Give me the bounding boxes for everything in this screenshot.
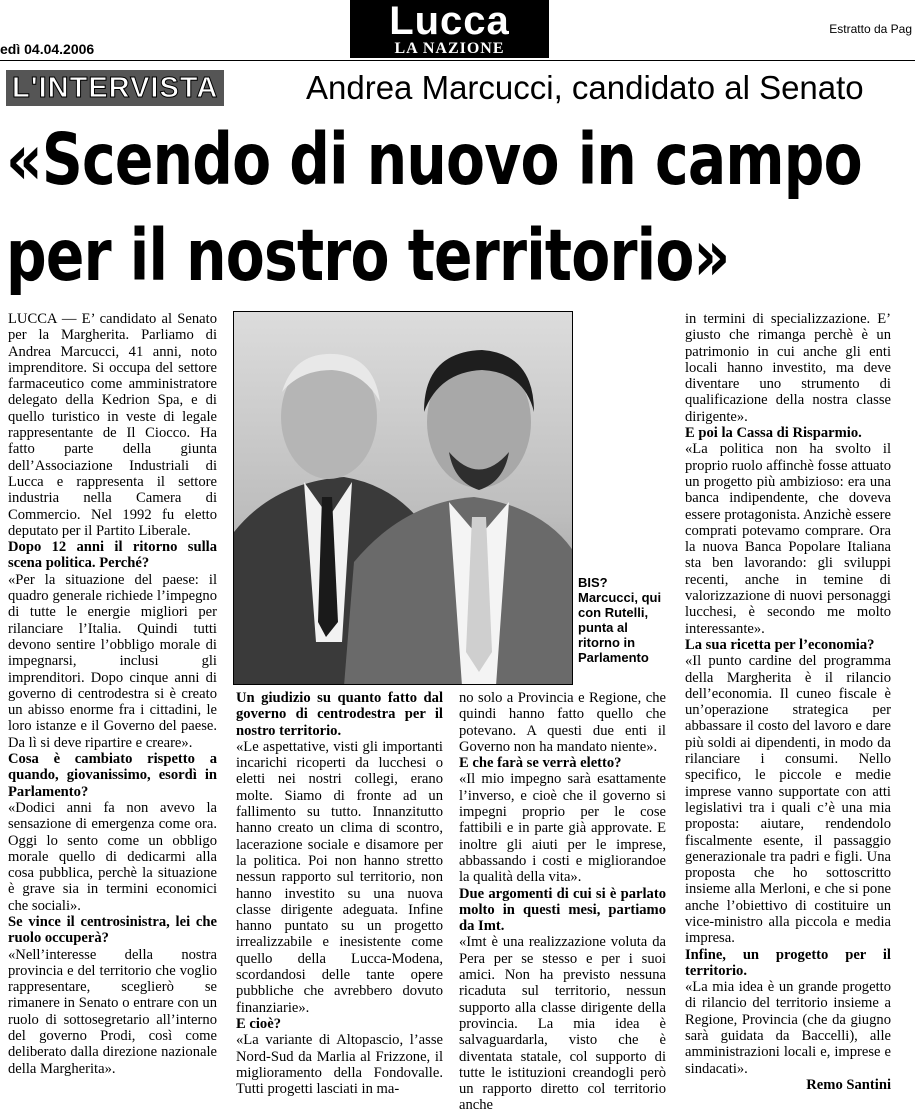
answer: «La politica non ha svolto il proprio ruolo affinchè fosse attuato un progetto più ambizioso: era una banca indipendente, che doveva essere protagonista. Anzichè essere comprati potevamo comprare. Ora la nuova Banca Popolare Italiana sta ben lavorando: gli sviluppi recenti, anche in temine di valorizzazione di nuovi personaggi lucchesi, è secondo me molto interessante».	[685, 441, 891, 637]
question: Infine, un progetto per il territorio.	[685, 946, 891, 979]
paragraph: no solo a Provincia e Regione, che quindi hanno fatto quello che potevano. A questi due enti il Governo non ha mandato niente».	[459, 690, 666, 755]
question: E cioè?	[236, 1015, 281, 1032]
question: E poi la Cassa di Risparmio.	[685, 425, 862, 442]
answer: «Il punto cardine del programma della Margherita è il rilancio dell’economia. Il cuneo fiscale è un’operazione strategica per abbassare il costo del lavoro e dare più soldi ai dipendenti, in modo da rilanciare i consumi. Nello specifico, le piccole e medie imprese vanno supportate con atti legislativi tra i quali c’è una mia proposta: aiutare, rendendolo fiscalmente esente, il passaggio generazionale tra padri e figli. Una proposta che ho sottoscritto insieme alla Merloni, e che si pone anche l’obiettivo di costituire un vice-ministro alla piccola e media impresa.	[685, 653, 891, 947]
caption-text: Marcucci, qui con Rutelli, punta al ritorno in Parlamento	[578, 590, 662, 665]
answer: «La variante di Altopascio, l’asse Nord-Sud da Marlia al Frizzone, il miglioramento della Fondovalle. Tutti progetti lasciati in ma-	[236, 1032, 443, 1098]
answer: «Nell’interesse della nostra provincia e del territorio che voglio rappresentare, sceglierò se rimanere in Senato o entrare con un ruolo di sottosegretario all’interno del governo Prodi, così come deliberato dalla direzione nazionale della Margherita».	[8, 946, 217, 1077]
answer: «Le aspettative, visti gli importanti incarichi ricoperti da lucchesi o eletti nei nostri collegi, erano molte. Siamo di fronte ad un fallimento su tutto. Innanzitutto hanno creato un clima di scontro, lacerazione sociale e disamore per la politica. Poi non hanno stretto nessun rapporto sul territorio, non hanno investito su una nuova classe dirigente adeguata. Infine hanno puntato su un progetto irrealizzabile e inesistente come quello della Lucca-Modena, scordandosi delle tante opere pubbliche che avrebbero dovuto finanziarie».	[236, 738, 443, 1016]
question: Due argomenti di cui si è parlato molto in questi mesi, partiamo da Imt.	[459, 885, 666, 935]
question: Se vince il centrosinistra, lei che ruolo occuperà?	[8, 913, 217, 947]
question: E che farà se verrà eletto?	[459, 755, 622, 772]
edition-date: edì 04.04.2006	[0, 41, 95, 57]
column-2	[236, 690, 443, 1097]
answer: «La mia idea è un grande progetto di rilancio del territorio insieme a Regione, Provincia (che da giugno sarà guidata da Baccelli), alle amministrazioni locali e, imprese e sindacati».	[685, 979, 891, 1077]
answer: «Il mio impegno sarà esattamente l’inverso, e cioè che il governo si impegni proprio per le cose fattibili e in parte già approvate. E inoltre gli aiuti per le imprese, abbassando i costi e migliorandoe la qualità della vita».	[459, 771, 666, 886]
column-3	[459, 690, 666, 1114]
answer: «Dodici anni fa non avevo la sensazione di emergenza come ora. Oggi lo sento come un obbligo morale quello di dedicarmi alla cosa pubblica, perchè la situazione è grave sia in termini economici che sociali».	[8, 799, 217, 914]
paragraph: in termini di specializzazione. E’ giusto che rimanga perchè è un patrimonio in cui anche gli enti locali hanno investito, ma deve diventare uno strumento di qualificazione della nostra classe dirigente».	[685, 311, 891, 425]
intro-paragraph: LUCCA — E’ candidato al Senato per la Margherita. Parliamo di Andrea Marcucci, 41 anni, noto imprenditore. Si occupa del settore farmaceutico come amministratore delegato della Kedrion Spa, e di quello turistico in veste di legale rappresentante de Il Ciocco. Ha fatto parte della giunta dell’Associazione Industriali di Lucca e rappresenta il settore industria nella Camera di Commercio. Nel 1992 fu eletto deputato per il Partito Liberale.	[8, 311, 217, 539]
caption-tag: BIS?	[578, 575, 608, 590]
headline	[6, 112, 862, 304]
masthead-paper: LA NAZIONE	[394, 40, 505, 57]
question: Dopo 12 anni il ritorno sulla scena politica. Perché?	[8, 539, 217, 572]
masthead-city: Lucca	[389, 0, 510, 43]
masthead	[350, 0, 549, 58]
section-kicker: L'INTERVISTA	[6, 70, 224, 106]
photo-illustration	[234, 312, 573, 685]
answer: «Per la situazione del paese: il quadro generale richiede l’impegno di tutte le energie migliori per rilanciare l’Italia. Quindi tutti devono sentire l’obbligo morale di impegnarsi, inclusi gli imprenditori. Dopo cinque anni di governo di centrodestra si è creato un abisso enorme fra i cittadini, le loro istanze e il Governo del paese. Da lì si deve ripartire e creare».	[8, 571, 217, 751]
question: La sua ricetta per l’economia?	[685, 636, 875, 653]
article-photo	[233, 311, 573, 685]
top-rule	[0, 60, 915, 61]
column-1	[8, 311, 217, 1077]
extract-note: Estratto da Pag	[829, 22, 912, 36]
headline-line-1: «Scendo di nuovo in campo	[6, 118, 862, 201]
headline-line-2: per il nostro territorio»	[6, 214, 730, 297]
photo-caption	[578, 575, 670, 665]
subheadline: Andrea Marcucci, candidato al Senato	[306, 69, 864, 106]
question: Un giudizio su quanto fatto dal governo di centrodestra per il nostro territorio.	[236, 690, 443, 739]
question: Cosa è cambiato rispetto a quando, giovanissimo, esordì in Parlamento?	[8, 751, 217, 800]
column-4	[685, 311, 891, 1093]
answer: «Imt è una realizzazione voluta da Pera per se stesso e per i suoi amici. Non ha previsto nessuna ricaduta sul territorio, nessun supporto alla classe dirigente della provincia. La mia idea è salvaguardarla, visto che è diventata statale, col supporto di tutte le istituzioni creandogli però un rapporto diretto col territorio anche	[459, 934, 666, 1114]
author-signature: Remo Santini	[806, 1076, 891, 1093]
